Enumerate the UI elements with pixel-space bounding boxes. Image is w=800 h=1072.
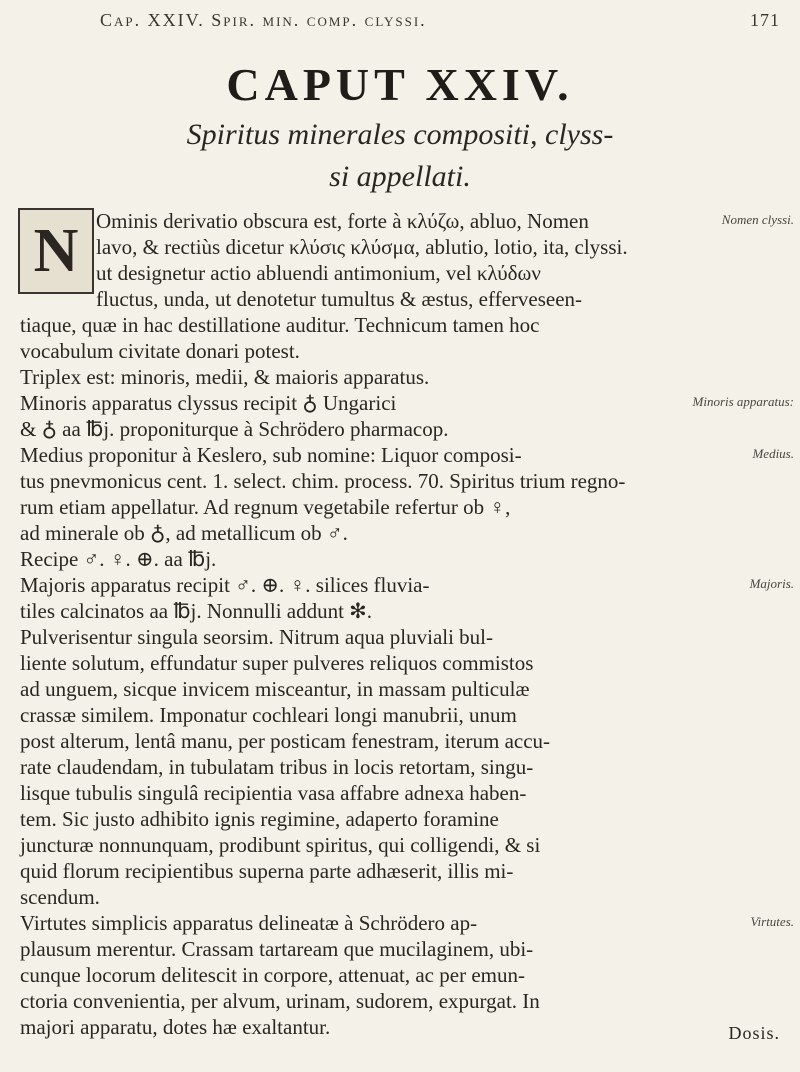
text-line: quid florum recipientibus superna parte adhæserit, illis mi- [20,859,514,883]
text-line: Minoris apparatus clyssus recipit ♁ Ungarici [20,391,397,415]
text-line: Virtutes simplicis apparatus delineatæ à Schrödero ap- [20,911,478,935]
text-line: rate claudendam, in tubulatam tribus in locis retortam, singu- [20,755,534,779]
page-number: 171 [750,10,780,30]
text-line: Ominis derivatio obscura est, forte à κλύζω, abluo, Nomen [96,209,589,233]
text-line: majori apparatu, dotes hæ exaltantur. [20,1015,331,1039]
text-line: ut designetur actio abluendi antimonium, vel κλύδων [96,261,541,285]
chapter-subtitle-line-1: Spiritus minerales compositi, clyss- [186,118,614,151]
text-line: Triplex est: minoris, medii, & maioris apparatus. [20,365,430,389]
chapter-title: CAPUT XXIV. [226,59,574,110]
text-line: post alterum, lentâ manu, per posticam fenestram, iterum accu- [20,729,551,753]
text-line: crassæ similem. Imponatur cochleari longi manubrii, unum [20,703,517,727]
text-line: rum etiam appellatur. Ad regnum vegetabile refertur ob ♀, [20,495,511,519]
text-line: Recipe ♂. ♀. ⊕. aa ℔j. [20,547,217,571]
text-line: tus pnevmonicus cent. 1. select. chim. process. 70. Spiritus trium regno- [20,469,626,493]
running-head [100,10,780,31]
text-line: vocabulum civitate donari potest. [20,339,300,363]
text-line: lisque tubulis singulâ recipientia vasa affabre adnexa haben- [20,781,527,805]
text-line: scendum. [20,885,100,909]
chapter-subtitle-line-2: si appellati. [329,160,471,193]
text-line: fluctus, unda, ut denotetur tumultus & æstus, efferveseen- [96,287,583,311]
margin-note: Medius. [752,446,794,461]
text-line: Majoris apparatus recipit ♂. ⊕. ♀. silices fluvia- [20,573,430,597]
text-line: plausum merentur. Crassam tartaream que mucilaginem, ubi- [20,937,534,961]
text-line: tiaque, quæ in hac destillatione auditur. Technicum tamen hoc [20,313,540,337]
text-line: tem. Sic justo adhibito ignis regimine, adaperto foramine [20,807,499,831]
margin-note: Nomen clyssi. [721,212,794,227]
text-line: Pulverisentur singula seorsim. Nitrum aqua pluviali bul- [20,625,494,649]
text-line: & ♁ aa ℔j. proponiturque à Schrödero pharmacop. [20,417,449,441]
text-line: lavo, & rectiùs dicetur κλύσις κλύσμα, ablutio, lotio, ita, clyssi. [96,235,628,259]
text-line: liente solutum, effundatur super pulveres reliquos commistos [20,651,534,675]
running-head-text: Cap. XXIV. Spir. min. comp. clyssi. [100,10,427,30]
text-line: tiles calcinatos aa ℔j. Nonnulli addunt ✻. [20,599,373,623]
margin-note: Majoris. [749,576,794,591]
text-line: ctoria convenientia, per alvum, urinam, sudorem, expurgat. In [20,989,540,1013]
text-line: ad minerale ob ♁, ad metallicum ob ♂. [20,521,348,545]
text-line: ad unguem, sicque invicem misceantur, in massam pulticulæ [20,677,530,701]
margin-note: Minoris apparatus: [692,394,794,409]
text-line: cunque locorum delitescit in corpore, attenuat, ac per emun- [20,963,525,987]
catchword: Dosis. [728,1023,780,1043]
initial-letter: N [33,216,79,285]
decorated-initial [18,208,94,294]
text-line: juncturæ nonnunquam, prodibunt spiritus, qui colligendi, & si [20,833,541,857]
margin-note: Virtutes. [750,914,794,929]
text-line: Medius proponitur à Keslero, sub nomine: Liquor composi- [20,443,522,467]
